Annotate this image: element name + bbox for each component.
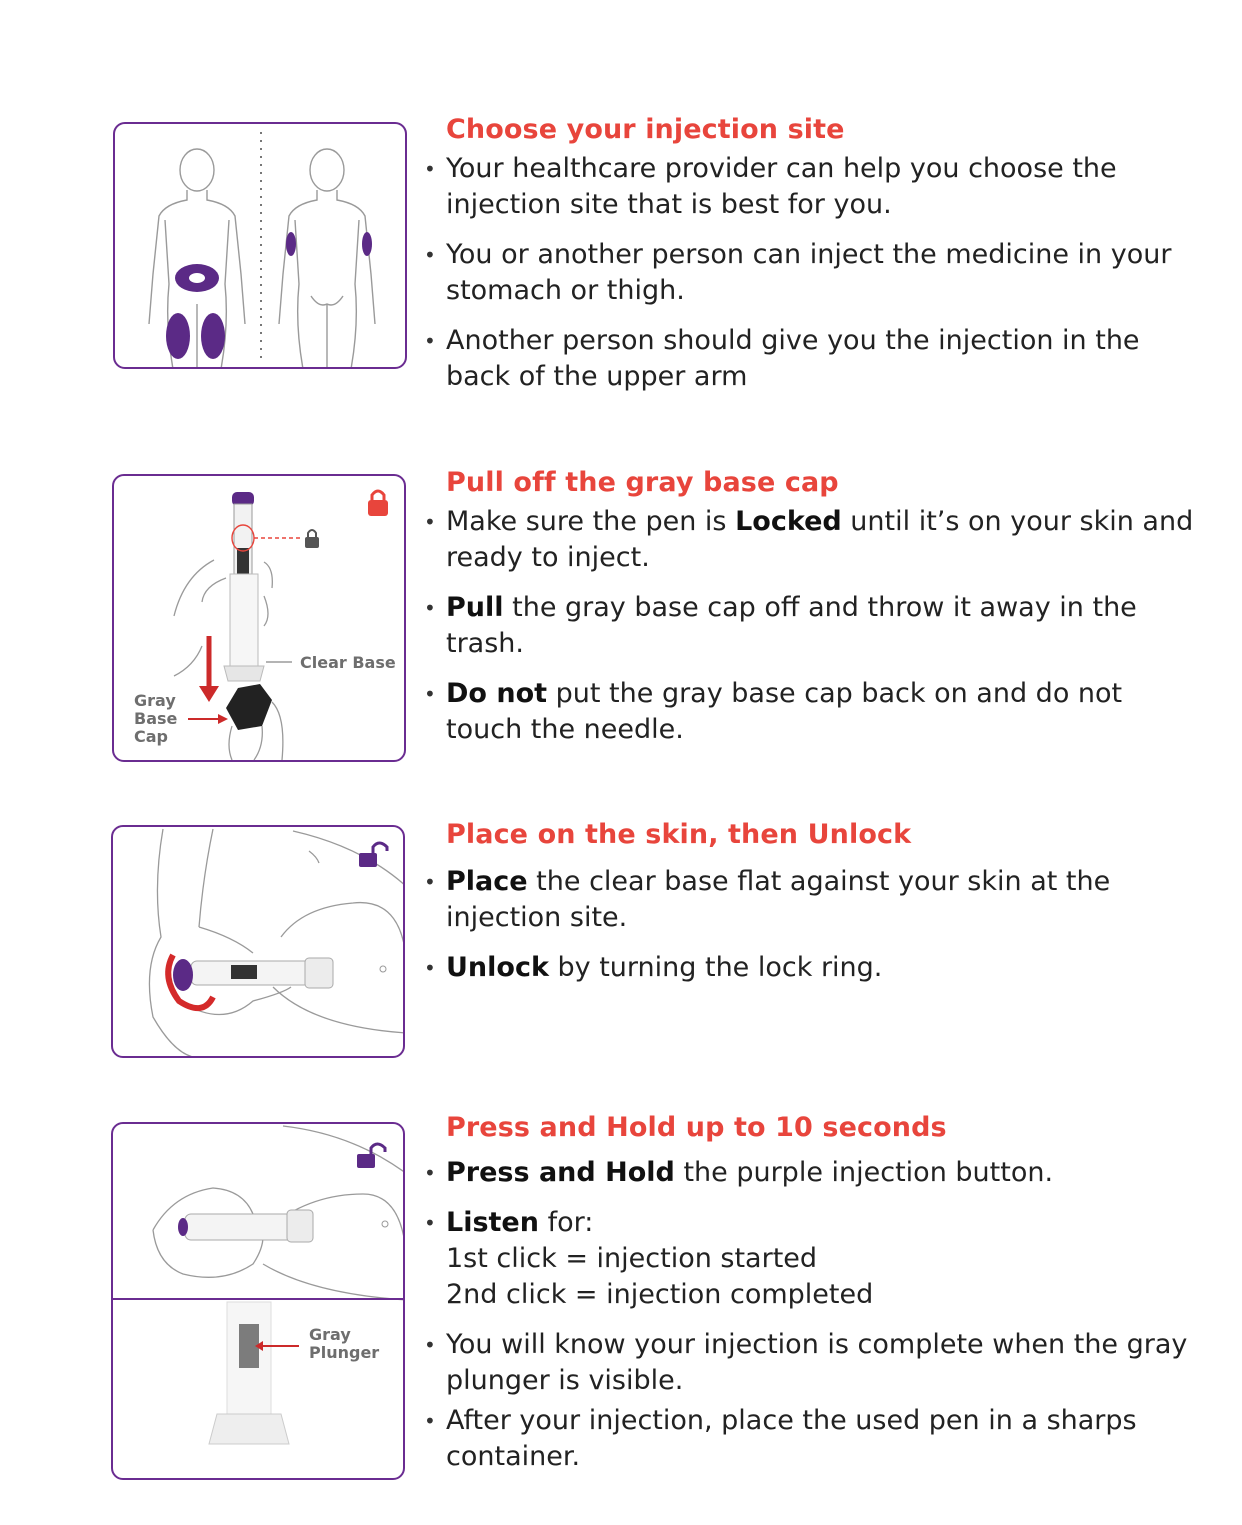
pull-cap-illustration [112, 474, 406, 762]
list-item: • Place the clear base flat against your skin at the injection site. [424, 864, 1204, 936]
step-title: Place on the skin, then Unlock [446, 819, 912, 850]
list-item: • You will know your injection is complete when the gray plunger is visible. [424, 1327, 1204, 1399]
list-item: • Unlock by turning the lock ring. [424, 950, 1204, 986]
list-item: • Do not put the gray base cap back on and do not touch the needle. [424, 676, 1204, 748]
list-item: • Press and Hold the purple injection button. [424, 1155, 1204, 1191]
step-pull-cap [424, 467, 1204, 762]
press-hold-illustration [111, 1122, 405, 1480]
list-item: • Your healthcare provider can help you choose the injection site that is best for you. [424, 151, 1204, 223]
lock-icon [368, 491, 388, 516]
list-item: • After your injection, place the used pen in a sharps container. [424, 1403, 1204, 1475]
press-hold-pen-icon [113, 1124, 405, 1480]
hands-pen-icon [113, 827, 405, 1058]
unlock-icon [359, 843, 387, 867]
list-item: • Pull the gray base cap off and throw it away in the trash. [424, 590, 1204, 662]
step-choose-site [424, 114, 1204, 409]
list-item: • You or another person can inject the medicine in your stomach or thigh. [424, 237, 1204, 309]
list-item: • Make sure the pen is Locked until it’s on your skin and ready to inject. [424, 504, 1204, 576]
step-title: Pull off the gray base cap [446, 467, 839, 498]
gray-base-cap-label: Gray Base Cap [134, 691, 178, 746]
step-press-hold [424, 1112, 1204, 1489]
injection-site-illustration [113, 122, 407, 369]
step-place-unlock [424, 819, 1204, 1000]
step-title: Choose your injection site [446, 114, 845, 145]
body-outline-icon [115, 124, 407, 369]
clear-base-label: Clear Base [300, 653, 396, 672]
list-item: • Another person should give you the injection in the back of the upper arm [424, 323, 1204, 395]
step-title: Press and Hold up to 10 seconds [446, 1112, 947, 1143]
gray-plunger-label: Gray Plunger [309, 1325, 380, 1362]
list-item: • Listen for: 1st click = injection started 2nd click = injection completed [424, 1205, 1204, 1313]
place-unlock-illustration [111, 825, 405, 1058]
